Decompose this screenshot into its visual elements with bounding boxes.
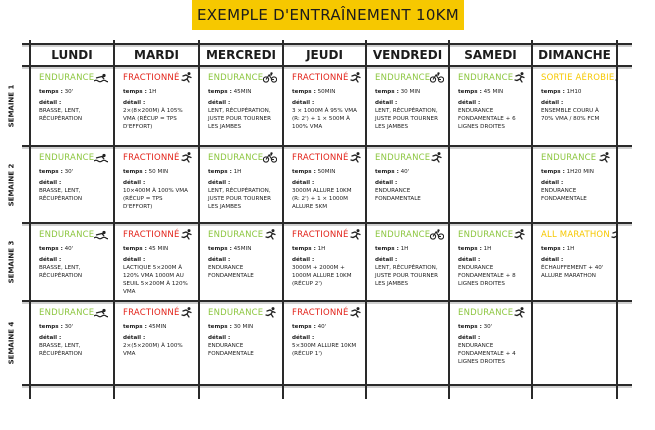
session-duration (123, 324, 193, 330)
run-icon (349, 152, 362, 163)
session-cell (199, 301, 283, 385)
detail-label: détail : (541, 257, 564, 263)
session-cell (199, 146, 283, 223)
detail-label: détail : (39, 100, 62, 106)
session-cell (449, 301, 532, 385)
detail-value: BRASSE, LENT, RÉCUPÉRATION (39, 188, 83, 202)
session-cell (283, 223, 366, 301)
duration-label: temps : (123, 246, 147, 252)
session-cell (283, 66, 366, 146)
duration-value: 30' (483, 324, 493, 330)
duration-value: 50MIN (317, 169, 336, 175)
duration-label: temps : (458, 324, 482, 330)
duration-label: temps : (123, 89, 147, 95)
detail-label: détail : (458, 257, 481, 263)
session-cell (114, 301, 199, 385)
detail-label: détail : (208, 180, 231, 186)
duration-label: temps : (39, 324, 63, 330)
session-detail (123, 179, 193, 211)
session-header (123, 306, 193, 319)
detail-label: détail : (292, 335, 315, 341)
swim-icon (94, 229, 108, 240)
session-type: FRACTIONNÉ (292, 229, 349, 240)
run-icon (610, 229, 617, 240)
week-label-text: SEMAINE 1 (7, 84, 16, 128)
detail-label: détail : (208, 257, 231, 263)
detail-label: détail : (39, 257, 62, 263)
week-label (4, 223, 18, 301)
session-header (375, 151, 443, 164)
detail-value: 5×300M ALLURE 10KM (RÉCUP 1') (292, 343, 357, 357)
session-header (292, 306, 360, 319)
detail-value: 10×400M À 100% VMA (RÉCUP = TPS D'EFFORT) (123, 188, 188, 210)
session-detail (292, 179, 360, 211)
session-type: ALL MARATHON (541, 229, 610, 240)
duration-label: temps : (208, 324, 232, 330)
run-icon (430, 152, 443, 163)
session-header (292, 228, 360, 241)
detail-value: LENT, RÉCUPÉRATION, JUSTE POUR TOURNER LES JAMBES (208, 188, 271, 210)
detail-value: 3 × 1000M À 95% VMA (R: 2') + 1 × 500M À 100% VMA (292, 108, 357, 130)
session-type: ENDURANCE (39, 229, 95, 240)
duration-label: temps : (458, 89, 482, 95)
session-duration (458, 324, 526, 330)
session-duration (123, 89, 193, 95)
session-duration (292, 324, 360, 330)
session-detail (208, 179, 277, 211)
session-type: ENDURANCE (39, 72, 95, 83)
detail-value: ENDURANCE FONDAMENTALE + 6 LIGNES DROITES (458, 108, 516, 130)
session-duration (541, 89, 611, 95)
session-header (123, 228, 193, 241)
session-detail (458, 256, 526, 288)
detail-value: ÉCHAUFFEMENT + 40' ALLURE MARATHON (541, 265, 604, 279)
detail-value: ENDURANCE FONDAMENTALE (208, 343, 254, 357)
session-duration (375, 169, 443, 175)
day-header: LUNDI (51, 48, 93, 62)
day-header: SAMEDI (464, 48, 517, 62)
session-duration (208, 324, 277, 330)
detail-value: ENDURANCE FONDAMENTALE (375, 188, 421, 202)
session-type: ENDURANCE (375, 72, 431, 83)
session-header (39, 228, 108, 241)
session-header (458, 306, 526, 319)
swim-icon (94, 72, 108, 83)
bike-icon (430, 72, 444, 83)
detail-label: détail : (39, 335, 62, 341)
session-type: ENDURANCE (541, 152, 597, 163)
session-cell (366, 146, 449, 223)
duration-label: temps : (375, 246, 399, 252)
session-duration (541, 169, 611, 175)
detail-value: LENT, RÉCUPÉRATION, JUSTE POUR TOURNER LES JAMBES (375, 265, 438, 287)
session-detail (292, 334, 360, 358)
duration-value: 40' (64, 246, 74, 252)
detail-value: ENDURANCE FONDAMENTALE + 4 LIGNES DROITES (458, 343, 516, 365)
detail-value: BRASSE, LENT, RÉCUPÉRATION (39, 108, 83, 122)
session-duration (39, 169, 108, 175)
session-cell (114, 66, 199, 146)
duration-value: 30' (64, 89, 74, 95)
session-duration (208, 246, 277, 252)
session-detail (208, 99, 277, 131)
run-icon (513, 72, 526, 83)
bike-icon (263, 152, 277, 163)
detail-label: détail : (208, 335, 231, 341)
week-label (4, 66, 18, 146)
detail-label: détail : (458, 335, 481, 341)
session-cell (532, 223, 617, 301)
session-duration (292, 89, 360, 95)
session-duration (292, 169, 360, 175)
session-type: FRACTIONNÉ (123, 152, 180, 163)
detail-value: 2×(5×200M) À 100% VMA (123, 343, 183, 357)
duration-value: 30' (64, 324, 74, 330)
duration-label: temps : (123, 169, 147, 175)
duration-value: 1H20 MIN (566, 169, 594, 175)
session-header (208, 228, 277, 241)
session-cell (199, 66, 283, 146)
detail-label: détail : (375, 100, 398, 106)
run-icon (180, 307, 193, 318)
session-detail (39, 179, 108, 203)
run-icon (349, 307, 362, 318)
session-type: ENDURANCE (458, 229, 514, 240)
duration-value: 40' (317, 324, 327, 330)
detail-label: détail : (208, 100, 231, 106)
session-cell (283, 301, 366, 385)
session-header (541, 71, 615, 84)
run-icon (263, 307, 277, 318)
run-icon (180, 229, 193, 240)
duration-label: temps : (541, 246, 565, 252)
run-icon (263, 229, 277, 240)
session-duration (458, 89, 526, 95)
duration-label: temps : (208, 169, 232, 175)
detail-value: LACTIQUE 5×200M À 120% VMA 1000M AU SEUIL 5×200M À 120% VMA (123, 265, 188, 295)
day-header: JEUDI (306, 48, 343, 62)
detail-value: ENDURANCE FONDAMENTALE (208, 265, 254, 279)
duration-label: temps : (123, 324, 147, 330)
session-type: ENDURANCE (458, 72, 514, 83)
session-detail (541, 256, 611, 280)
day-header: VENDREDI (372, 48, 443, 62)
session-detail (292, 99, 360, 131)
session-cell (449, 223, 532, 301)
session-detail (39, 334, 108, 358)
session-type: FRACTIONNÉ (292, 152, 349, 163)
session-cell (366, 223, 449, 301)
duration-label: temps : (39, 169, 63, 175)
session-detail (123, 99, 193, 131)
duration-label: temps : (458, 246, 482, 252)
session-header (375, 228, 443, 241)
day-header: MERCREDI (205, 48, 277, 62)
duration-label: temps : (39, 89, 63, 95)
duration-label: temps : (208, 89, 232, 95)
session-duration (292, 246, 360, 252)
detail-label: détail : (541, 180, 564, 186)
session-duration (375, 246, 443, 252)
session-cell (366, 66, 449, 146)
day-header: DIMANCHE (538, 48, 611, 62)
session-detail (292, 256, 360, 288)
session-detail (39, 256, 108, 280)
session-duration (375, 89, 443, 95)
duration-value: 45 MIN (148, 246, 169, 252)
session-detail (458, 99, 526, 131)
detail-label: détail : (123, 257, 146, 263)
session-detail (208, 334, 277, 358)
session-type: FRACTIONNÉ (292, 307, 349, 318)
session-cell (532, 66, 617, 146)
session-type: ENDURANCE (375, 229, 431, 240)
bike-icon (430, 229, 444, 240)
week-label-text: SEMAINE 3 (7, 240, 16, 284)
session-cell (30, 66, 114, 146)
detail-value: 3000M + 2000M + 1000M ALLURE 10KM (RÉCUP 2') (292, 265, 352, 287)
session-type: ENDURANCE (208, 152, 264, 163)
detail-value: 3000M ALLURE 10KM (R: 2') + 1 × 1000M ALLURE 5KM (292, 188, 352, 210)
session-cell (30, 223, 114, 301)
session-duration (123, 246, 193, 252)
session-header (123, 151, 193, 164)
session-type: ENDURANCE (39, 307, 95, 318)
detail-label: détail : (292, 180, 315, 186)
session-duration (39, 324, 108, 330)
duration-value: 45MIN (233, 89, 252, 95)
duration-value: 1H (317, 246, 326, 252)
duration-label: temps : (375, 169, 399, 175)
week-label (4, 146, 18, 223)
run-icon (513, 307, 526, 318)
session-header (458, 71, 526, 84)
duration-label: temps : (541, 169, 565, 175)
session-header (541, 151, 611, 164)
session-cell (114, 146, 199, 223)
session-header (208, 306, 277, 319)
duration-value: 1H (400, 246, 409, 252)
session-header (292, 71, 360, 84)
session-type: ENDURANCE (458, 307, 514, 318)
session-duration (39, 246, 108, 252)
session-detail (375, 99, 443, 131)
duration-value: 30' (64, 169, 74, 175)
run-icon (513, 229, 526, 240)
session-type: ENDURANCE (208, 307, 264, 318)
session-detail (541, 99, 611, 123)
session-cell (283, 146, 366, 223)
run-icon (614, 72, 617, 83)
duration-value: 30 MIN (233, 324, 254, 330)
run-icon (180, 152, 193, 163)
session-detail (208, 256, 277, 280)
detail-value: ENDURANCE FONDAMENTALE + 8 LIGNES DROITES (458, 265, 516, 287)
session-header (39, 71, 108, 84)
session-detail (123, 256, 193, 296)
session-header (39, 151, 108, 164)
session-type: ENDURANCE (208, 72, 264, 83)
session-detail (375, 256, 443, 288)
session-header (39, 306, 108, 319)
detail-value: ENDURANCE FONDAMENTALE (541, 188, 587, 202)
duration-value: 50MIN (317, 89, 336, 95)
run-icon (349, 72, 362, 83)
duration-label: temps : (292, 89, 316, 95)
duration-label: temps : (541, 89, 565, 95)
session-cell (30, 301, 114, 385)
session-duration (208, 169, 277, 175)
run-icon (180, 72, 193, 83)
detail-label: détail : (458, 100, 481, 106)
session-cell (532, 146, 617, 223)
session-duration (39, 89, 108, 95)
session-type: FRACTIONNÉ (123, 72, 180, 83)
session-type: FRACTIONNÉ (123, 307, 180, 318)
duration-label: temps : (39, 246, 63, 252)
session-cell (449, 66, 532, 146)
swim-icon (94, 307, 108, 318)
duration-value: 50 MIN (148, 169, 169, 175)
session-detail (123, 334, 193, 358)
duration-value: 30 MIN (400, 89, 421, 95)
detail-label: détail : (39, 180, 62, 186)
session-type: SORTIE AÉROBIE (541, 72, 615, 83)
swim-icon (94, 152, 108, 163)
duration-value: 1H (148, 89, 157, 95)
session-header (208, 71, 277, 84)
detail-label: détail : (541, 100, 564, 106)
session-cell (199, 223, 283, 301)
detail-label: détail : (375, 257, 398, 263)
session-header (123, 71, 193, 84)
detail-label: détail : (292, 257, 315, 263)
duration-value: 45MIN (148, 324, 167, 330)
run-icon (349, 229, 362, 240)
detail-value: ENSEMBLE COURU À 70% VMA / 80% FCM (541, 108, 600, 122)
session-detail (39, 99, 108, 123)
detail-value: LENT, RÉCUPÉRATION, JUSTE POUR TOURNER LES JAMBES (375, 108, 438, 130)
session-header (541, 228, 611, 241)
session-type: ENDURANCE (208, 229, 264, 240)
detail-value: BRASSE, LENT, RÉCUPÉRATION (39, 343, 83, 357)
duration-value: 1H10 (566, 89, 582, 95)
week-label-text: SEMAINE 4 (7, 321, 16, 365)
detail-label: détail : (123, 335, 146, 341)
duration-label: temps : (292, 246, 316, 252)
detail-value: 2×(8×200M) À 105% VMA (RÉCUP = TPS D'EFFORT) (123, 108, 183, 130)
session-detail (458, 334, 526, 366)
duration-value: 1H (566, 246, 575, 252)
session-header (208, 151, 277, 164)
week-label-text: SEMAINE 2 (7, 163, 16, 206)
session-header (375, 71, 443, 84)
detail-label: détail : (123, 180, 146, 186)
page-title: EXEMPLE D'ENTRAÎNEMENT 10KM (192, 0, 464, 30)
session-duration (123, 169, 193, 175)
week-label (4, 301, 18, 385)
detail-label: détail : (292, 100, 315, 106)
detail-label: détail : (375, 180, 398, 186)
detail-value: LENT, RÉCUPÉRATION, JUSTE POUR TOURNER LES JAMBES (208, 108, 271, 130)
session-duration (541, 246, 611, 252)
session-detail (375, 179, 443, 203)
session-cell (30, 146, 114, 223)
detail-value: BRASSE, LENT, RÉCUPÉRATION (39, 265, 83, 279)
duration-label: temps : (292, 169, 316, 175)
day-header: MARDI (134, 48, 179, 62)
session-type: ENDURANCE (375, 152, 431, 163)
run-icon (597, 152, 611, 163)
duration-label: temps : (375, 89, 399, 95)
duration-value: 45 MIN (483, 89, 504, 95)
session-header (458, 228, 526, 241)
session-header (292, 151, 360, 164)
duration-label: temps : (292, 324, 316, 330)
duration-value: 40' (400, 169, 410, 175)
session-type: FRACTIONNÉ (123, 229, 180, 240)
detail-label: détail : (123, 100, 146, 106)
bike-icon (263, 72, 277, 83)
session-type: ENDURANCE (39, 152, 95, 163)
session-duration (208, 89, 277, 95)
session-duration (458, 246, 526, 252)
duration-value: 1H (483, 246, 492, 252)
duration-value: 45MIN (233, 246, 252, 252)
session-cell (114, 223, 199, 301)
duration-label: temps : (208, 246, 232, 252)
duration-value: 1H (233, 169, 242, 175)
session-detail (541, 179, 611, 203)
session-type: FRACTIONNÉ (292, 72, 349, 83)
